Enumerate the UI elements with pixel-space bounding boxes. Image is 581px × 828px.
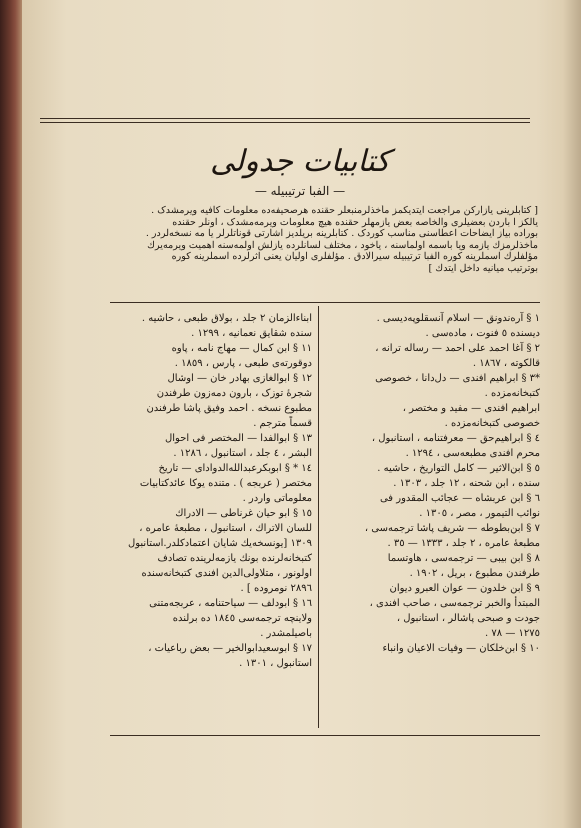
entry-line: جودت و صبحی پاشالر ، استانبول ، — [396, 613, 540, 624]
page-title: کتابیات جدولی — [210, 144, 390, 179]
intro-line: [ کتابلرینی یازارکن مراجعت ایتدیکمز مأخذلرمنبعلر حقنده هرصحیفه‌ده معلومات کافیه ویرمشدک . — [151, 205, 538, 216]
entry-line: ١٦ § ابودلف — سیاحتنامه ، عربجه‌متنی — [149, 598, 312, 609]
entry-line: ١٥ § ابو حیان غرناطی — الادراك — [175, 508, 312, 519]
intro-paragraph — [128, 205, 538, 274]
entry-line: قسماً مترجم . — [253, 418, 312, 429]
entry-line: ١١ § ابن کمال — مهاج نامه ، پاوه — [171, 343, 312, 354]
entry-line: ١٢ § ابوالغازی بهادر خان — اوشال — [167, 373, 312, 384]
entry-line: ولاینچه ترجمه‌سی ١٨٤٥ ده برلنده — [172, 613, 312, 624]
column-top-rule — [110, 302, 540, 303]
entry-line: کتبخانه‌لرنده بونك یازمه‌لرینده تصادف — [157, 553, 312, 564]
book-binding — [0, 0, 22, 828]
entry-line: ١٣ § ابوالفدا — المختصر فی احوال — [164, 433, 312, 444]
entry-line: طرفندن مطبوع ، بریل ، ١٩٠٢ . — [409, 568, 540, 579]
entry-line: نوائب التیمور ، مصر ، ١٣٠٥ . — [419, 508, 540, 519]
intro-line: یالکز ا باردن بعضیلری والخاصه بعض یازمهلر حقنده هیچ معلومات ویرمه‌مشدک ، اونلر حقنده — [172, 216, 538, 228]
column-divider — [318, 306, 319, 728]
entry-line: ١٧ § ابوسعیدابوالخیر — بعض رباعیات ، — [148, 643, 312, 654]
intro-line: بوترتیب میانیه داخل ایتدك ] — [428, 262, 538, 274]
entry-line: للسان الاتراك ، استانبول ، مطبعهٔ عامره ، — [139, 523, 312, 534]
entry-line: شجرهٔ توزک ، بارون دمه‌زون طرفندن — [156, 388, 312, 399]
entry-line: المبتدأ والخبر ترجمه‌سی ، صاحب افندی ، — [369, 598, 540, 609]
entry-line: ٤ § ابراهیم‌حق — معرفتنامه ، استانبول ، — [371, 433, 540, 444]
bottom-rule — [110, 735, 540, 736]
entry-line: ٦ § ابن عربشاه — عجائب المقدور فی — [379, 493, 540, 504]
entry-line: خصوصی کتبخانه‌مزده . — [444, 418, 540, 429]
entry-line: ٨ § ابن بیبی — ترجمه‌سی ، هاوتسما — [387, 553, 540, 564]
entry-line: مطبعهٔ عامره ، ٢ جلد ، ١٣٣٣ — ٣٥ . — [387, 538, 540, 549]
entry-line: *٣ § ابراهیم افندی — دل‌دانا ، خصوصی — [375, 373, 540, 384]
entry-line: باصیلمشدر . — [260, 628, 312, 639]
top-rule — [40, 118, 530, 123]
entry-line: ٥ § ابن‌الاثیر — کامل التواریخ ، حاشیه . — [377, 463, 540, 474]
page-subtitle: — الفبا ترتیبیله — — [254, 184, 346, 198]
entry-line: ٩ § ابن خلدون — عوان العبرو دیوان — [389, 583, 540, 594]
right-column — [324, 311, 540, 731]
intro-line: مؤلفلرك اسملرینه کوره الفبا ترتیبیله سیرالادق . مؤلفلری اولیان یعنی اثرلرده اسملرینه کوره — [171, 251, 538, 262]
entry-line: ١ § آره‌ندونق — اسلام آنسقلوپه‌دیسی . — [376, 313, 540, 324]
entry-line: معلوماتی واردر . — [242, 493, 312, 504]
entry-line: ابراهیم افندی — مفید و مختصر ، — [402, 403, 540, 414]
entry-line: ابناءالزمان ٢ جلد ، بولاق طبعی ، حاشیه . — [141, 313, 312, 324]
left-column — [112, 311, 312, 731]
entry-line: ٢٨٩٦ نومروده ] . — [240, 583, 312, 594]
entry-line: سنده شقایق نعمانیه ، ١٢٩٩ . — [191, 328, 312, 339]
entry-line: ١٠ § ابن‌خلکان — وفیات الاعیان وانباء — [382, 643, 540, 654]
entry-line: ٢ § آغا احمد علی احمد — رساله ترانه ، — [375, 343, 540, 354]
entry-line: کتبخانه‌مزده . — [484, 388, 540, 399]
entry-line: مطبوع نسخه . احمد وفیق پاشا طرفندن — [146, 403, 312, 414]
entry-line: سنده ، ابن شحنه ، ١٢ جلد ، ١٣٠٣ . — [393, 478, 540, 489]
intro-line: بوراده بیاز ایضاحات اعطاسنی مناسب کوردک . کتابلرینه بریلدیز اشارتی قوناتلرلر یا مه نسخه‌لردر . — [145, 228, 538, 239]
entry-line: ١٢٧٥ — ٧٨ . — [485, 628, 540, 639]
entry-line: دیسنده ٥ فنوت ، ماده‌سی . — [425, 328, 540, 339]
entry-line: قالکوته ، ١٨٦٧ . — [472, 358, 540, 369]
intro-line: مأخذلرمزك یازمه ویا باسمه اولماسنه ، یاخود ، مختلف لسانلرده یازلش اولمه‌سنه اهمیت ویرمه‌یرك — [147, 239, 538, 251]
entry-line: دوقورته‌ی طبعی ، پارس ، ١٨٥٩ . — [174, 358, 312, 369]
entry-line: ٧ § ابن‌بطوطه — شریف پاشا ترجمه‌سی ، — [364, 523, 540, 534]
entry-line: استانبول ، ١٣٠١ . — [239, 658, 312, 669]
entry-line: محرم افندی مطبعه‌سی ، ١٢٩٤ . — [405, 448, 540, 459]
entry-line: ١٤ * § ابوبکرعبدالله‌الدوادای — تاریخ — [158, 463, 312, 474]
entry-line: ١٣٠٩ [یونسخه‌یك شایان اعتمادکلدر.استانبول — [127, 538, 312, 549]
entry-line: مختصر ( عربجه ) . متنده یوکا عائدکتابیات — [139, 478, 312, 489]
entry-line: اولونور ، متلاولی‌الدین افندی کتبخانه‌سنده — [141, 568, 312, 579]
page-edge-shadow — [563, 0, 581, 828]
entry-line: البشر ، ٤ جلد ، استانبول ، ١٢٨٦ . — [173, 448, 312, 459]
